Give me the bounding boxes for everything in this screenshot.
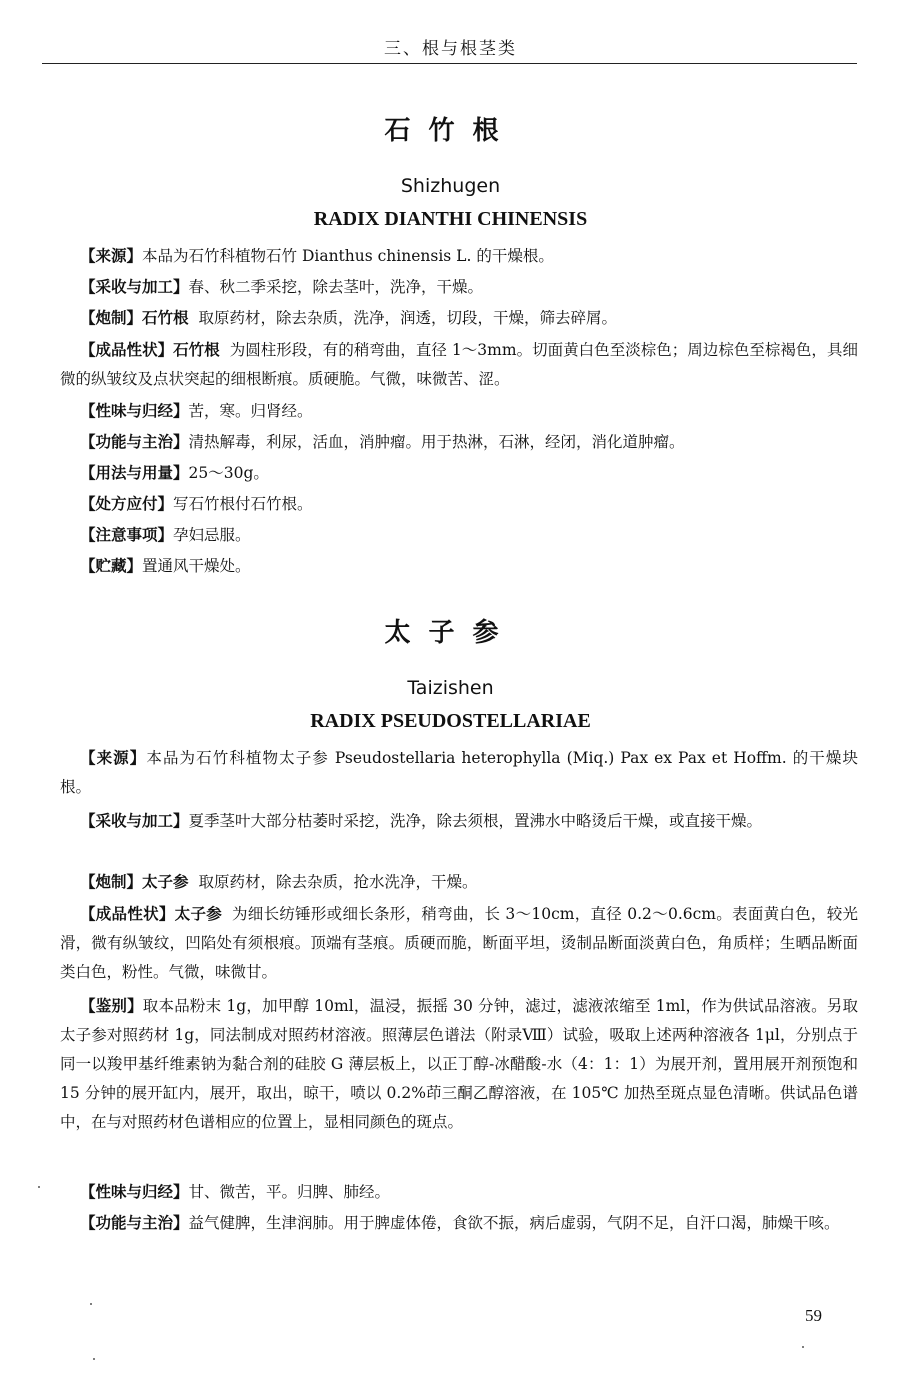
entry-text: 取本品粉末 1g，加甲醇 10ml，温浸，振摇 30 分钟，滤过，滤液浓缩至 1ml，作为供试品溶液。另取太子参对照药材 1g，同法制成对照药材溶液。照薄层色谱法（附录Ⅷ）试验，吸取上述两种溶液各 1μl，分别点于同一以羧甲基纤维素钠为黏合剂的硅胶 G 薄层板上，以正丁醇-冰醋酸-水（4：1：1）为展开剂，置用展开剂预饱和 15 分钟的展开缸内，展开，取出，晾干，喷以 0.2%茚三酮乙醇溶液，在 105℃ 加热至斑点显色清晰。供试品色谱中，在与对照药材色谱相应的位置上，显相同颜色的斑点。 [60, 997, 858, 1131]
entry-label: 【注意事项】 [80, 526, 174, 544]
entry-prescription [60, 490, 858, 519]
monograph-latin-name: RADIX PSEUDOSTELLARIAE [310, 710, 591, 732]
entry-text: 为圆柱形段，有的稍弯曲，直径 1～3mm。切面黄白色至淡棕色；周边棕色至棕褐色，具细微的纵皱纹及点状突起的细根断痕。质硬脆。气微，味微苦、涩。 [60, 341, 858, 388]
entry-text: 甘、微苦，平。归脾、肺经。 [188, 1183, 391, 1201]
monograph-pinyin: Taizishen [407, 677, 494, 699]
entry-text: 本品为石竹科植物石竹 Dianthus chinensis L. 的干燥根。 [142, 247, 554, 265]
entry-text: 清热解毒，利尿，活血，消肿瘤。用于热淋，石淋，经闭，消化道肿瘤。 [188, 433, 685, 451]
entry-source [60, 242, 858, 271]
monograph-latin-name: RADIX DIANTHI CHINENSIS [313, 208, 588, 230]
entry-actions [60, 1209, 858, 1238]
running-header: 三、根与根茎类 [384, 39, 517, 59]
entry-text: 置通风干燥处。 [142, 557, 251, 575]
scan-speck [93, 1358, 95, 1360]
entry-text: 25～30g。 [188, 464, 269, 482]
entry-text: 本品为石竹科植物太子参 Pseudostellaria heterophylla (Miq.) Pax ex Pax et Hoffm. 的干燥块根。 [60, 749, 858, 796]
entry-product-name: 石竹根 [142, 309, 189, 327]
entry-precautions [60, 521, 858, 550]
entry-label: 【成品性状】 [80, 905, 175, 923]
entry-text: 春、秋二季采挖，除去茎叶，洗净，干燥。 [188, 278, 484, 296]
monograph-pinyin: Shizhugen [400, 175, 501, 197]
entry-label: 【功能与主治】 [80, 1214, 189, 1232]
entry-label: 【性味与归经】 [80, 402, 189, 420]
entry-label: 【功能与主治】 [80, 433, 189, 451]
entry-text: 苦，寒。归肾经。 [188, 402, 313, 420]
entry-description [60, 336, 858, 394]
scan-speck [38, 1186, 40, 1188]
entry-text: 夏季茎叶大部分枯萎时采挖，洗净，除去须根，置沸水中略烫后干燥，或直接干燥。 [188, 812, 763, 830]
entry-text: 益气健脾，生津润肺。用于脾虚体倦，食欲不振，病后虚弱，气阴不足，自汗口渴，肺燥干咳。 [188, 1214, 840, 1232]
entry-nature-meridian [60, 1178, 858, 1207]
entry-label: 【采收与加工】 [80, 812, 189, 830]
entry-identification [60, 992, 858, 1137]
entry-label: 【来源】 [80, 749, 147, 767]
entry-description [60, 900, 858, 987]
entry-harvest [60, 807, 858, 836]
monograph-title: 石竹根 [384, 116, 517, 146]
entry-product-name: 太子参 [174, 905, 223, 923]
page-number: 59 [805, 1306, 822, 1325]
entry-label: 【用法与用量】 [80, 464, 189, 482]
entry-label: 【来源】 [80, 247, 143, 265]
entry-processing [60, 304, 858, 333]
entry-label: 【鉴别】 [80, 997, 143, 1015]
entry-label: 【炮制】 [80, 309, 143, 327]
entry-nature-meridian [60, 397, 858, 426]
entry-label: 【贮藏】 [80, 557, 143, 575]
scan-speck [90, 1303, 92, 1305]
entry-label: 【处方应付】 [80, 495, 174, 513]
entry-label: 【性味与归经】 [80, 1183, 189, 1201]
entry-source [60, 744, 858, 802]
entry-label: 【炮制】 [80, 873, 143, 891]
entry-label: 【成品性状】 [80, 341, 174, 359]
entry-dosage [60, 459, 858, 488]
entry-processing [60, 868, 858, 897]
scan-speck [802, 1346, 804, 1348]
entry-text: 为细长纺锤形或细长条形，稍弯曲，长 3～10cm，直径 0.2～0.6cm。表面黄白色，较光滑，微有纵皱纹，凹陷处有须根痕。顶端有茎痕。质硬而脆，断面平坦，烫制品断面淡黄白色，角质样；生晒品断面类白色，粉性。气微，味微甘。 [60, 905, 858, 981]
header-rule [42, 63, 857, 64]
monograph-title: 太子参 [384, 618, 517, 648]
entry-harvest [60, 273, 858, 302]
entry-text: 取原药材，除去杂质，洗净，润透，切段，干燥，筛去碎屑。 [198, 309, 618, 327]
entry-text: 写石竹根付石竹根。 [173, 495, 313, 513]
entry-storage [60, 552, 858, 581]
entry-product-name: 太子参 [142, 873, 189, 891]
entry-label: 【采收与加工】 [80, 278, 189, 296]
entry-text: 取原药材，除去杂质，抢水洗净，干燥。 [198, 873, 478, 891]
entry-actions [60, 428, 858, 457]
entry-text: 孕妇忌服。 [173, 526, 251, 544]
entry-product-name: 石竹根 [173, 341, 220, 359]
